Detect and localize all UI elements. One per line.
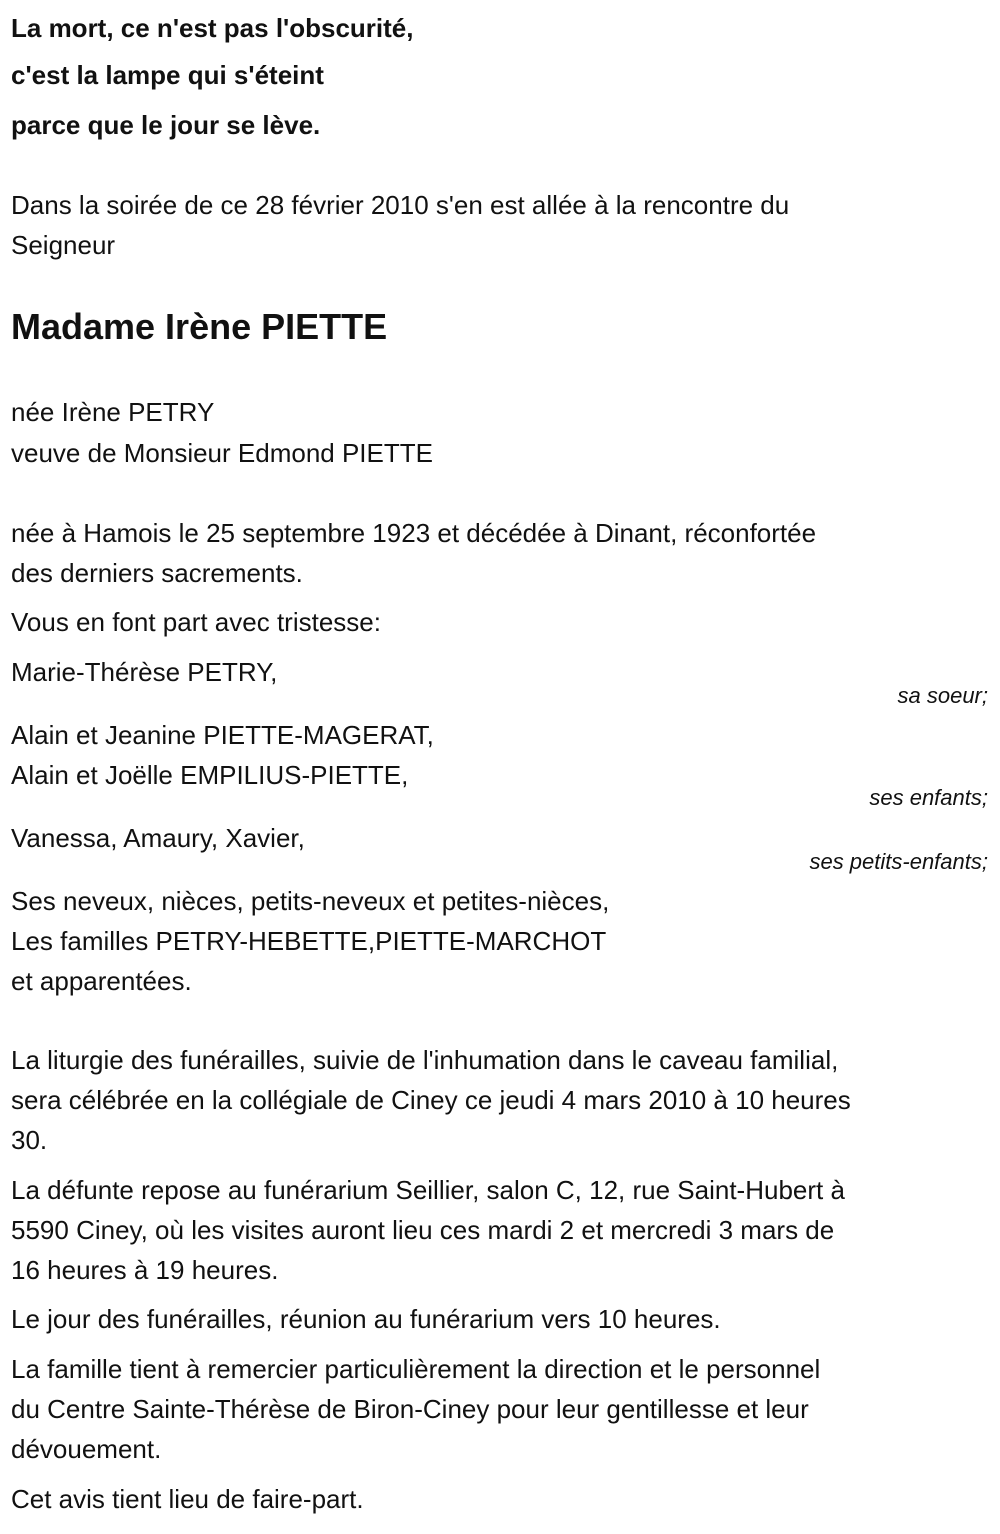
widow-of: veuve de Monsieur Edmond PIETTE <box>11 438 433 468</box>
thanks-line: dévouement. <box>11 1434 162 1464</box>
rest-line: La défunte repose au funérarium Seillier, salon C, 12, rue Saint-Hubert à <box>11 1175 845 1205</box>
grandchildren-role: ses petits-enfants; <box>809 849 988 874</box>
thanks-line: du Centre Sainte-Thérèse de Biron-Ciney pour leur gentillesse et leur <box>11 1394 809 1424</box>
quote-line: c'est la lampe qui s'éteint <box>11 60 324 90</box>
announce: Vous en font part avec tristesse: <box>11 607 381 637</box>
quote-line: La mort, ce n'est pas l'obscurité, <box>11 13 414 43</box>
sister-role: sa soeur; <box>897 683 988 708</box>
sister: Marie-Thérèse PETRY, <box>11 657 278 687</box>
page-title: Madame Irène PIETTE <box>11 306 388 347</box>
rest-line: 16 heures à 19 heures. <box>11 1255 279 1285</box>
child: Alain et Joëlle EMPILIUS-PIETTE, <box>11 760 409 790</box>
maiden-name: née Irène PETRY <box>11 397 215 427</box>
quote-line: parce que le jour se lève. <box>11 110 321 140</box>
closing: Cet avis tient lieu de faire-part. <box>11 1484 364 1514</box>
other-family: Ses neveux, nièces, petits-neveux et petites-nièces, <box>11 886 610 916</box>
child: Alain et Jeanine PIETTE-MAGERAT, <box>11 720 434 750</box>
intro-line: Dans la soirée de ce 28 février 2010 s'en est allée à la rencontre du <box>11 190 790 220</box>
grandchildren: Vanessa, Amaury, Xavier, <box>11 823 305 853</box>
children-role: ses enfants; <box>869 785 988 810</box>
liturgy-line: 30. <box>11 1125 48 1155</box>
thanks-line: La famille tient à remercier particulièrement la direction et le personnel <box>11 1354 821 1384</box>
liturgy-line: La liturgie des funérailles, suivie de l'inhumation dans le caveau familial, <box>11 1045 839 1075</box>
birth-line: née à Hamois le 25 septembre 1923 et décédée à Dinant, réconfortée <box>11 518 817 548</box>
other-family: et apparentées. <box>11 966 192 996</box>
rest-line: 5590 Ciney, où les visites auront lieu ces mardi 2 et mercredi 3 mars de <box>11 1215 835 1245</box>
intro-line: Seigneur <box>11 230 116 260</box>
birth-line: des derniers sacrements. <box>11 558 303 588</box>
other-family: Les familles PETRY-HEBETTE,PIETTE-MARCHOT <box>11 926 607 956</box>
meeting: Le jour des funérailles, réunion au funérarium vers 10 heures. <box>11 1304 721 1334</box>
liturgy-line: sera célébrée en la collégiale de Ciney ce jeudi 4 mars 2010 à 10 heures <box>11 1085 851 1115</box>
